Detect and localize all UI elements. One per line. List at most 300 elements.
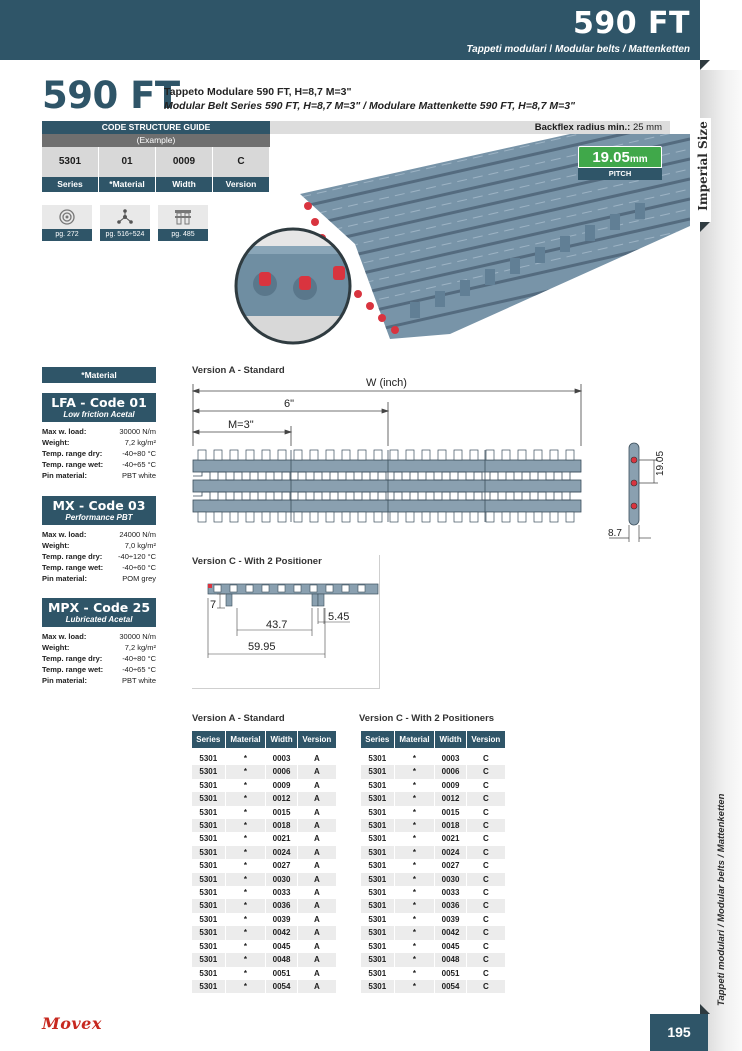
- prop-value: -40÷60 °C: [122, 563, 156, 572]
- material-props: [42, 529, 156, 584]
- table-cell: *: [226, 926, 266, 939]
- table-cell: C: [467, 792, 505, 805]
- table-cell: C: [467, 873, 505, 886]
- prop-row: [42, 448, 156, 459]
- table-row: [361, 873, 505, 886]
- table-cell: C: [467, 765, 505, 778]
- table-row: [361, 940, 505, 953]
- prop-key: Weight:: [42, 541, 70, 550]
- table-cell: 5301: [192, 873, 225, 886]
- side-corner: [700, 222, 710, 232]
- table-cell: *: [412, 941, 417, 951]
- top-banner: [0, 0, 700, 60]
- table-body: [361, 748, 505, 993]
- col-width: Width: [435, 731, 465, 748]
- table-cell: C: [467, 846, 505, 859]
- table-cell: *: [243, 780, 248, 790]
- table-cell: 0009: [272, 780, 291, 790]
- pitch-badge: [578, 146, 662, 180]
- banner-corner: [700, 60, 710, 70]
- side-height-label: 19.05: [655, 450, 666, 476]
- table-cell: 5301: [361, 846, 394, 859]
- table-cell: C: [482, 807, 489, 817]
- material-lfa: [42, 393, 156, 481]
- table-cell: 5301: [199, 941, 218, 951]
- table-cell: *: [243, 807, 248, 817]
- table-header-row: [361, 731, 505, 748]
- table-cell: 0018: [435, 819, 465, 832]
- ref-page: pg. 272: [42, 229, 92, 241]
- prop-key: Temp. range dry:: [42, 552, 103, 561]
- table-cell: *: [395, 792, 435, 805]
- table-row: [361, 967, 505, 980]
- col-series: Series: [361, 731, 394, 748]
- table-cell: *: [243, 834, 248, 844]
- code-guide-title: CODE STRUCTURE GUIDE: [42, 121, 270, 134]
- table-cell: 0039: [272, 914, 291, 924]
- side-caption: [712, 793, 732, 1006]
- prop-key: Pin material:: [42, 676, 88, 685]
- prop-value: 30000 N/m: [119, 632, 156, 641]
- material-props: [42, 426, 156, 481]
- table-cell: C: [482, 861, 489, 871]
- table-row: [192, 926, 336, 939]
- drawing-c-title: Version C - With 2 Positioner: [192, 556, 322, 567]
- table-cell: 5301: [361, 765, 394, 778]
- prop-value: 7,2 kg/m²: [124, 438, 156, 447]
- prop-key: Weight:: [42, 643, 70, 652]
- table-cell: 0054: [266, 980, 296, 993]
- code-label-material: *Material: [99, 177, 156, 192]
- table-cell: *: [243, 941, 248, 951]
- table-row: [361, 899, 505, 912]
- table-cell: 5301: [192, 899, 225, 912]
- table-cell: *: [395, 899, 435, 912]
- prop-value: -40÷65 °C: [122, 665, 156, 674]
- material-title-box: [42, 393, 156, 422]
- table-cell: 0009: [441, 780, 460, 790]
- banner-subtitle-it: Tappeti modulari: [466, 44, 547, 55]
- ref-sprocket[interactable]: [42, 205, 92, 241]
- table-row: [361, 832, 505, 845]
- material-desc: Low friction Acetal: [63, 410, 135, 419]
- table-row: [361, 846, 505, 859]
- prop-value: POM grey: [122, 574, 156, 583]
- table-cell: C: [467, 926, 505, 939]
- ref-page: pg. 516÷524: [100, 229, 150, 241]
- code-value-series: 5301: [42, 147, 99, 177]
- col-width: Width: [266, 731, 296, 748]
- table-cell: 5301: [368, 914, 387, 924]
- banner-subtitle-sep: /: [546, 44, 555, 55]
- side-caption-it: Tappeti modulari: [716, 929, 727, 1006]
- table-cell: 5301: [199, 834, 218, 844]
- table-cell: 0012: [435, 792, 465, 805]
- table-cell: 0051: [441, 968, 460, 978]
- imperial-size-tab: [687, 118, 711, 222]
- dim-7-label: 7: [210, 599, 217, 611]
- table-cell: A: [298, 980, 336, 993]
- table-c-title: Version C - With 2 Positioners: [359, 713, 495, 724]
- table-cell: 5301: [361, 792, 394, 805]
- table-cell: 0024: [266, 846, 296, 859]
- code-guide-values: [42, 147, 270, 177]
- prop-key: Max w. load:: [42, 632, 87, 641]
- table-cell: 0039: [441, 914, 460, 924]
- prop-row: [42, 437, 156, 448]
- code-guide-example: (Example): [42, 134, 270, 147]
- table-cell: *: [412, 807, 417, 817]
- prop-key: Temp. range wet:: [42, 460, 104, 469]
- prop-key: Pin material:: [42, 471, 88, 480]
- col-version: Version: [298, 731, 336, 748]
- table-cell: 5301: [192, 792, 225, 805]
- table-cell: 0021: [272, 834, 291, 844]
- table-cell: 0030: [435, 873, 465, 886]
- table-cell: 5301: [361, 899, 394, 912]
- material-header: *Material: [42, 367, 156, 383]
- network-icon: [100, 205, 150, 229]
- material-name: MX - Code 03: [52, 498, 146, 513]
- dim-5995-label: 59.95: [248, 641, 276, 653]
- table-cell: *: [243, 968, 248, 978]
- table-cell: *: [395, 926, 435, 939]
- drawing-side-profile: [606, 438, 666, 546]
- prop-row: [42, 653, 156, 664]
- table-cell: 0015: [272, 807, 291, 817]
- table-cell: 5301: [368, 968, 387, 978]
- col-version: Version: [467, 731, 505, 748]
- prop-value: 7,0 kg/m²: [124, 541, 156, 550]
- table-cell: *: [412, 780, 417, 790]
- table-row: [192, 953, 336, 966]
- table-cell: 5301: [368, 780, 387, 790]
- prop-row: [42, 675, 156, 686]
- table-row: [361, 926, 505, 939]
- code-structure-guide: [42, 121, 270, 192]
- table-cell: *: [243, 754, 248, 763]
- table-a-title: Version A - Standard: [192, 713, 285, 724]
- dim-m-label: M=3": [228, 419, 254, 431]
- table-row: [361, 980, 505, 993]
- table-cell: 5301: [361, 873, 394, 886]
- prop-value: PBT white: [121, 471, 156, 480]
- table-row: [192, 899, 336, 912]
- pitch-unit: mm: [629, 154, 648, 165]
- code-label-version: Version: [213, 177, 270, 192]
- material-title-box: [42, 598, 156, 627]
- prop-row: [42, 426, 156, 437]
- prop-row: [42, 551, 156, 562]
- material-desc: Lubricated Acetal: [65, 615, 133, 624]
- code-label-series: Series: [42, 177, 99, 192]
- material-mx: [42, 496, 156, 584]
- table-cell: 5301: [199, 754, 218, 763]
- table-cell: 5301: [368, 941, 387, 951]
- table-cell: 5301: [361, 819, 394, 832]
- prop-key: Weight:: [42, 438, 70, 447]
- table-cell: *: [395, 953, 435, 966]
- table-cell: *: [226, 953, 266, 966]
- table-cell: 0036: [435, 899, 465, 912]
- dim-43-label: 43.7: [266, 619, 288, 631]
- pitch-label: PITCH: [578, 168, 662, 180]
- prop-key: Temp. range wet:: [42, 563, 104, 572]
- table-cell: *: [412, 861, 417, 871]
- table-row: [192, 819, 336, 832]
- table-cell: A: [313, 888, 320, 898]
- table-row: [361, 752, 505, 765]
- table-row: [192, 765, 336, 778]
- table-cell: 0048: [266, 953, 296, 966]
- prop-value: -40÷80 °C: [122, 654, 156, 663]
- table-cell: 0003: [272, 754, 291, 763]
- prop-key: Pin material:: [42, 574, 88, 583]
- col-material: Material: [395, 731, 435, 748]
- table-cell: 0048: [435, 953, 465, 966]
- table-cell: A: [313, 807, 320, 817]
- table-body: [192, 748, 336, 993]
- col-series: Series: [192, 731, 225, 748]
- table-cell: 0051: [272, 968, 291, 978]
- table-row: [192, 806, 336, 819]
- table-cell: *: [412, 968, 417, 978]
- table-cell: 5301: [199, 780, 218, 790]
- material-title-box: [42, 496, 156, 525]
- table-cell: *: [226, 792, 266, 805]
- table-cell: A: [313, 861, 320, 871]
- table-cell: *: [412, 754, 417, 763]
- banner-title: 590 FT: [572, 6, 690, 41]
- code-label-width: Width: [156, 177, 213, 192]
- backflex-radius: [270, 121, 670, 134]
- prop-value: 7,2 kg/m²: [124, 643, 156, 652]
- table-cell: 5301: [192, 926, 225, 939]
- table-row: [361, 792, 505, 805]
- table-row: [192, 940, 336, 953]
- table-cell: *: [395, 846, 435, 859]
- prop-key: Temp. range dry:: [42, 449, 103, 458]
- prop-key: Max w. load:: [42, 530, 87, 539]
- table-cell: A: [313, 914, 320, 924]
- table-row: [361, 953, 505, 966]
- table-cell: 0027: [441, 861, 460, 871]
- table-cell: *: [226, 873, 266, 886]
- product-title: 590 FT: [42, 74, 180, 117]
- table-cell: 0006: [266, 765, 296, 778]
- prop-value: -40÷80 °C: [122, 449, 156, 458]
- table-row: [361, 819, 505, 832]
- table-cell: 5301: [368, 834, 387, 844]
- table-cell: 0042: [435, 926, 465, 939]
- table-row: [192, 779, 336, 792]
- table-cell: 5301: [199, 807, 218, 817]
- table-cell: *: [412, 834, 417, 844]
- table-cell: A: [298, 926, 336, 939]
- table-row: [192, 846, 336, 859]
- table-cell: 0036: [266, 899, 296, 912]
- table-cell: 0012: [266, 792, 296, 805]
- pins-icon: [158, 205, 208, 229]
- ref-network[interactable]: [100, 205, 150, 241]
- table-cell: 0024: [435, 846, 465, 859]
- dim-6-label: 6": [284, 398, 295, 410]
- table-cell: 5301: [192, 846, 225, 859]
- table-cell: 0045: [441, 941, 460, 951]
- prop-row: [42, 459, 156, 470]
- table-cell: C: [482, 834, 489, 844]
- prop-value: PBT white: [121, 676, 156, 685]
- table-cell: A: [298, 846, 336, 859]
- table-cell: 0021: [441, 834, 460, 844]
- table-cell: C: [482, 888, 489, 898]
- table-cell: A: [313, 780, 320, 790]
- table-cell: 5301: [361, 980, 394, 993]
- prop-row: [42, 470, 156, 481]
- pitch-value-box: [578, 146, 662, 168]
- dim-w-label: W (inch): [366, 377, 407, 389]
- code-value-version: C: [213, 147, 270, 177]
- table-cell: 0015: [441, 807, 460, 817]
- ref-pins[interactable]: [158, 205, 208, 241]
- table-cell: 5301: [368, 861, 387, 871]
- side-caption-text: [712, 793, 732, 1006]
- table-cell: A: [313, 754, 320, 763]
- table-header-row: [192, 731, 336, 748]
- backflex-value: 25 mm: [630, 122, 662, 133]
- table-row: [192, 967, 336, 980]
- table-cell: A: [298, 819, 336, 832]
- table-cell: C: [482, 754, 489, 763]
- table-cell: 0045: [272, 941, 291, 951]
- prop-key: Max w. load:: [42, 427, 87, 436]
- prop-row: [42, 562, 156, 573]
- table-cell: *: [395, 819, 435, 832]
- table-cell: *: [226, 819, 266, 832]
- material-name: MPX - Code 25: [47, 600, 151, 615]
- table-cell: *: [395, 980, 435, 993]
- table-cell: 0054: [435, 980, 465, 993]
- table-row: [192, 832, 336, 845]
- table-cell: A: [298, 765, 336, 778]
- drawing-version-c: [200, 578, 380, 664]
- table-cell: C: [482, 780, 489, 790]
- ref-page: pg. 485: [158, 229, 208, 241]
- prop-row: [42, 540, 156, 551]
- table-cell: 5301: [192, 819, 225, 832]
- table-row: [192, 886, 336, 899]
- table-cell: 0003: [441, 754, 460, 763]
- side-caption-rest: / Modular belts / Mattenketten: [716, 793, 727, 930]
- material-props: [42, 631, 156, 686]
- footer-corner: [700, 1004, 710, 1014]
- prop-key: Temp. range wet:: [42, 665, 104, 674]
- table-version-a: [191, 731, 337, 993]
- material-desc: Performance PBT: [65, 513, 133, 522]
- prop-value: -40÷65 °C: [122, 460, 156, 469]
- drawing-version-a: [190, 374, 590, 534]
- material-name: LFA - Code 01: [51, 395, 147, 410]
- pitch-value: 19.05: [592, 149, 630, 166]
- imperial-size-label: Imperial Size: [696, 121, 710, 211]
- product-subtitle-it: Tappeto Modulare 590 FT, H=8,7 M=3": [164, 86, 352, 98]
- table-cell: C: [482, 914, 489, 924]
- banner-subtitle-en-de: Modular belts / Mattenketten: [554, 44, 690, 55]
- table-cell: *: [226, 899, 266, 912]
- table-cell: 5301: [199, 968, 218, 978]
- table-cell: A: [298, 792, 336, 805]
- table-cell: C: [467, 980, 505, 993]
- prop-value: 24000 N/m: [119, 530, 156, 539]
- table-cell: 0042: [266, 926, 296, 939]
- table-cell: *: [395, 873, 435, 886]
- table-row: [361, 806, 505, 819]
- table-cell: 5301: [361, 953, 394, 966]
- table-row: [361, 886, 505, 899]
- table-row: [361, 859, 505, 872]
- table-cell: A: [313, 834, 320, 844]
- table-cell: 5301: [361, 926, 394, 939]
- page-number: 195: [650, 1014, 708, 1051]
- table-row: [192, 859, 336, 872]
- table-cell: A: [313, 968, 320, 978]
- table-cell: C: [482, 968, 489, 978]
- movex-logo: Movex: [42, 1014, 102, 1033]
- prop-row: [42, 529, 156, 540]
- side-thickness-label: 8.7: [608, 528, 622, 539]
- table-cell: 5301: [199, 861, 218, 871]
- table-cell: A: [298, 899, 336, 912]
- table-cell: 5301: [192, 953, 225, 966]
- table-row: [192, 980, 336, 993]
- table-row: [192, 752, 336, 765]
- table-cell: *: [412, 914, 417, 924]
- table-cell: 0033: [272, 888, 291, 898]
- table-cell: A: [313, 941, 320, 951]
- table-row: [192, 873, 336, 886]
- table-cell: 0030: [266, 873, 296, 886]
- table-cell: *: [226, 765, 266, 778]
- table-cell: 5301: [192, 765, 225, 778]
- table-cell: 0033: [441, 888, 460, 898]
- col-material: Material: [226, 731, 266, 748]
- drawing-a-title: Version A - Standard: [192, 365, 285, 376]
- table-version-c: [360, 731, 506, 993]
- prop-row: [42, 664, 156, 675]
- dim-545-label: 5.45: [328, 611, 350, 623]
- table-cell: *: [243, 914, 248, 924]
- table-row: [361, 913, 505, 926]
- table-cell: 0018: [266, 819, 296, 832]
- prop-row: [42, 631, 156, 642]
- table-cell: 5301: [368, 888, 387, 898]
- table-cell: 0027: [272, 861, 291, 871]
- material-mpx: [42, 598, 156, 686]
- table-row: [361, 765, 505, 778]
- sprocket-icon: [42, 205, 92, 229]
- prop-value: -40÷120 °C: [118, 552, 156, 561]
- table-cell: 5301: [368, 807, 387, 817]
- table-cell: *: [226, 980, 266, 993]
- detail-zoom-image: [233, 226, 353, 346]
- table-cell: *: [243, 861, 248, 871]
- banner-subtitle: [466, 44, 690, 55]
- table-cell: C: [467, 899, 505, 912]
- product-subtitle-en: Modular Belt Series 590 FT, H=8,7 M=3" / Modulare Mattenkette 590 FT, H=8,7 M=3": [164, 100, 576, 112]
- table-cell: C: [467, 953, 505, 966]
- table-cell: A: [298, 953, 336, 966]
- code-guide-labels: [42, 177, 270, 192]
